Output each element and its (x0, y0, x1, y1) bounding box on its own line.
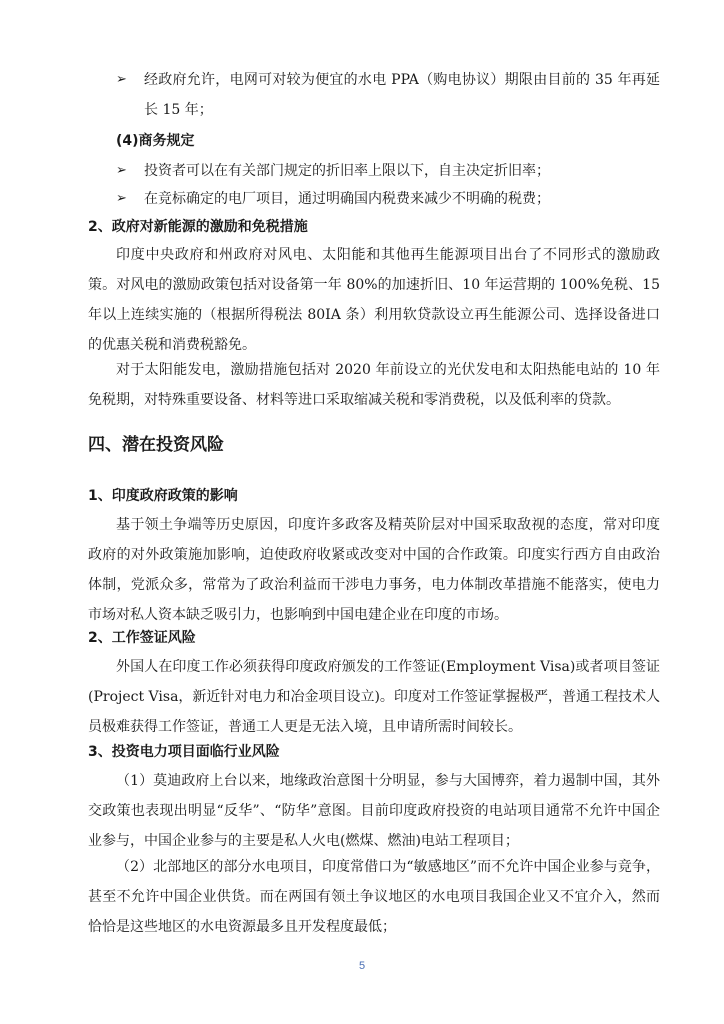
page-number: 5 (358, 960, 366, 972)
paragraph-industry-2: （2）北部地区的部分水电项目，印度常借口为“敏感地区”而不允许中国企业参与竞争，甚至不允许中国企业供货。而在两国有领土争议地区的水电项目我国企业又不宜介入，然而恰恰是这些地区的水电资源最多且开发程度最低； (88, 859, 660, 935)
bullet-item (88, 156, 660, 186)
paragraph-policy: 基于领土争端等历史原因，印度许多政客及精英阶层对中国采取敌视的态度，常对印度政府的对外政策施加影响，迫使政府收紧或改变对中国的合作政策。印度实行西方自由政治体制，党派众多，常常为了政治利益而干涉电力事务，电力体制改革措施不能落实，使电力市场对私人资本缺乏吸引力，也影响到中国电建企业在印度的市场。 (88, 517, 660, 623)
paragraph-industry-1: （1）莫迪政府上台以来，地缘政治意图十分明显，参与大国博弈，着力遏制中国，其外交政策也表现出明显“反华”、“防华”意图。目前印度政府投资的电站项目通常不允许中国企业参与，中国企业参与的主要是私人火电(燃煤、燃油)电站工程项目； (88, 773, 660, 849)
paragraph-visa: 外国人在印度工作必须获得印度政府颁发的工作签证(Employment Visa)或者项目签证(Project Visa，新近针对电力和冶金项目设立)。印度对工作签证掌握极严，普通工程技术人员极难获得工作签证，普通工人更是无法入境，且申请所需时间较长。 (88, 659, 660, 735)
bullet-item (88, 184, 660, 214)
bullet-text: 投资者可以在有关部门规定的折旧率上限以下，自主决定折旧率； (144, 163, 550, 179)
chapter-heading-risks: 四、潜在投资风险 (88, 435, 224, 455)
commerce-heading: (4)商务规定 (116, 133, 195, 149)
arrow-bullet-icon: ➢ (116, 72, 127, 87)
paragraph-incentives-1: 印度中央政府和州政府对风电、太阳能和其他再生能源项目出台了不同形式的激励政策。对风电的激励政策包括对设备第一年 80%的加速折旧、10 年运营期的 100%免税、15 年以上连续实施的（根据所得税法 80IA 条）利用软贷款设立再生能源公司、选择设备进口的优惠关税和消费税豁免。 (88, 247, 660, 353)
section-heading-visa: 2、工作签证风险 (88, 630, 196, 646)
bullet-item (88, 65, 660, 125)
bullet-text: 经政府允许，电网可对较为便宜的水电 PPA（购电协议）期限由目前的 35 年再延长 15 年； (144, 72, 660, 118)
section-heading-incentives: 2、政府对新能源的激励和免税措施 (88, 219, 308, 235)
arrow-bullet-icon: ➢ (116, 191, 127, 206)
paragraph-incentives-2: 对于太阳能发电，激励措施包括对 2020 年前设立的光伏发电和太阳热能电站的 10 年免税期，对特殊重要设备、材料等进口采取缩减关税和零消费税，以及低利率的贷款。 (88, 362, 660, 408)
section-heading-industry: 3、投资电力项目面临行业风险 (88, 744, 280, 760)
section-heading-policy: 1、印度政府政策的影响 (88, 488, 238, 504)
bullet-text: 在竞标确定的电厂项目，通过明确国内税费来减少不明确的税费； (144, 191, 550, 207)
arrow-bullet-icon: ➢ (116, 163, 127, 178)
